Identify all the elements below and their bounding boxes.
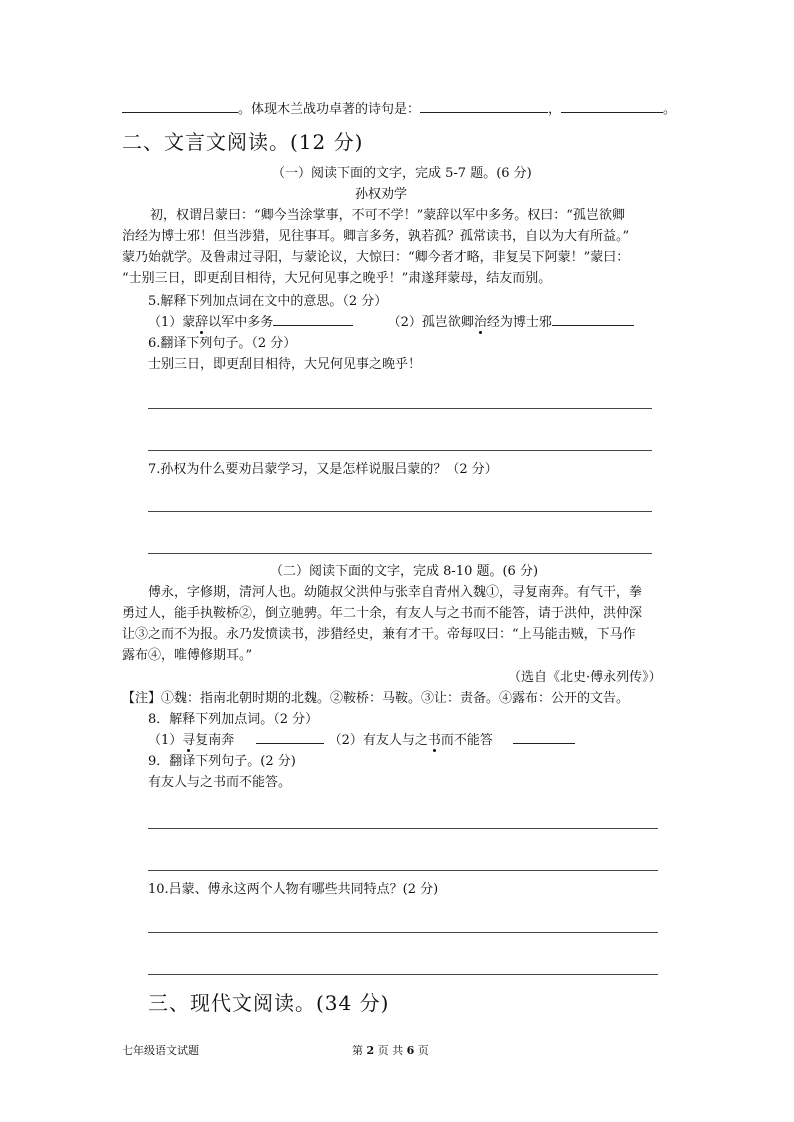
- answer-blank[interactable]: [552, 312, 634, 326]
- dotted-word: 治: [473, 315, 487, 330]
- question-8-items: （1）寻复南奔 （2）有友人与之书而不能答: [148, 729, 575, 748]
- passage-line: 傅永，字修期，清河人也。幼随叔父洪仲与张幸自青州入魏①，寻复南奔。有气干，拳: [148, 585, 643, 600]
- top-text: 。体现木兰战功卓著的诗句是：: [238, 102, 421, 117]
- section-title-modern: 三、现代文阅读。(34 分): [148, 991, 390, 1015]
- answer-blank[interactable]: [273, 312, 353, 326]
- question-5: 5.解释下列加点词在文中的意思。（2 分）: [148, 294, 388, 309]
- passage-line: 初，权谓吕蒙曰：“卿今当涂掌事，不可不学！”蒙辞以军中多务。权曰：“孤岂欲卿: [150, 208, 625, 223]
- section-title-classical: 二、文言文阅读。(12 分): [122, 130, 364, 154]
- period: 。: [663, 102, 677, 117]
- dotted-word: 书: [427, 733, 441, 748]
- comma: ，: [548, 102, 562, 117]
- answer-blank[interactable]: [420, 99, 548, 113]
- answer-line[interactable]: [148, 828, 658, 829]
- annotation-note: 【注】①魏：指南北朝时期的北魏。②鞍桥：马鞍。③让：责备。④露布：公开的文告。: [122, 691, 630, 706]
- answer-line[interactable]: [148, 450, 652, 451]
- question-7: 7.孙权为什么要劝吕蒙学习，又是怎样说服吕蒙的？（2 分）: [148, 462, 498, 477]
- top-fill-line: [122, 98, 676, 117]
- question-10: 10.吕蒙、傅永这两个人物有哪些共同特点？(2 分): [148, 882, 439, 897]
- page-number: 第 2 页 共 6 页: [352, 1044, 429, 1057]
- answer-blank[interactable]: [256, 730, 324, 744]
- answer-line[interactable]: [148, 511, 652, 512]
- answer-blank[interactable]: [561, 99, 663, 113]
- answer-line[interactable]: [148, 408, 652, 409]
- part1-heading: （一）阅读下面的文字，完成 5-7 题。(6 分): [272, 166, 532, 181]
- question-5-items: （1）蒙辞以军中多务 （2）孤岂欲卿治经为博士邪: [148, 311, 634, 330]
- answer-line[interactable]: [148, 974, 658, 975]
- passage-line: 勇过人，能手执鞍桥②，倒立驰骋。年二十余，有友人与之书而不能答，请于洪仲，洪仲深: [122, 606, 643, 621]
- footer-doc-title: 七年级语文试题: [122, 1044, 199, 1057]
- question-8: 8．解释下列加点词。（2 分）: [148, 712, 319, 727]
- part2-heading: （二）阅读下面的文字，完成 8-10 题。(6 分): [270, 564, 539, 579]
- passage-line: “士别三日，即更刮目相待，大兄何见事之晚乎！”肃遂拜蒙母，结友而别。: [122, 271, 552, 286]
- dotted-word: 寻: [182, 733, 196, 748]
- answer-blank[interactable]: [513, 730, 575, 744]
- answer-line[interactable]: [148, 870, 658, 871]
- passage-line: 蒙乃始就学。及鲁肃过寻阳，与蒙论议，大惊曰：“卿今者才略，非复吴下阿蒙！”蒙曰：: [122, 250, 630, 265]
- question-6-sentence: 士别三日，即更刮目相待，大兄何见事之晚乎！: [148, 357, 422, 372]
- dotted-word: 辞: [195, 315, 209, 330]
- passage-line: 露布④，唯傅修期耳。”: [122, 648, 253, 663]
- answer-line[interactable]: [148, 932, 658, 933]
- passage-line: 让③之而不为报。永乃发愤读书，涉猎经史，兼有才干。帝每叹曰：“上马能击贼，下马作: [122, 627, 636, 642]
- passage-line: 治经为博士邪！但当涉猎，见往事耳。卿言多务，孰若孤？孤常读书，自以为大有所益。”: [122, 229, 630, 244]
- answer-line[interactable]: [148, 553, 652, 554]
- answer-blank[interactable]: [122, 99, 238, 113]
- question-6: 6.翻译下列句子。（2 分）: [148, 336, 297, 351]
- source-citation: （选自《北史·傅永列传》）: [508, 670, 662, 685]
- question-9-sentence: 有友人与之书而不能答。: [148, 775, 292, 790]
- article-title: 孙权劝学: [355, 187, 408, 202]
- question-9: 9．翻译下列句子。(2 分): [148, 754, 296, 769]
